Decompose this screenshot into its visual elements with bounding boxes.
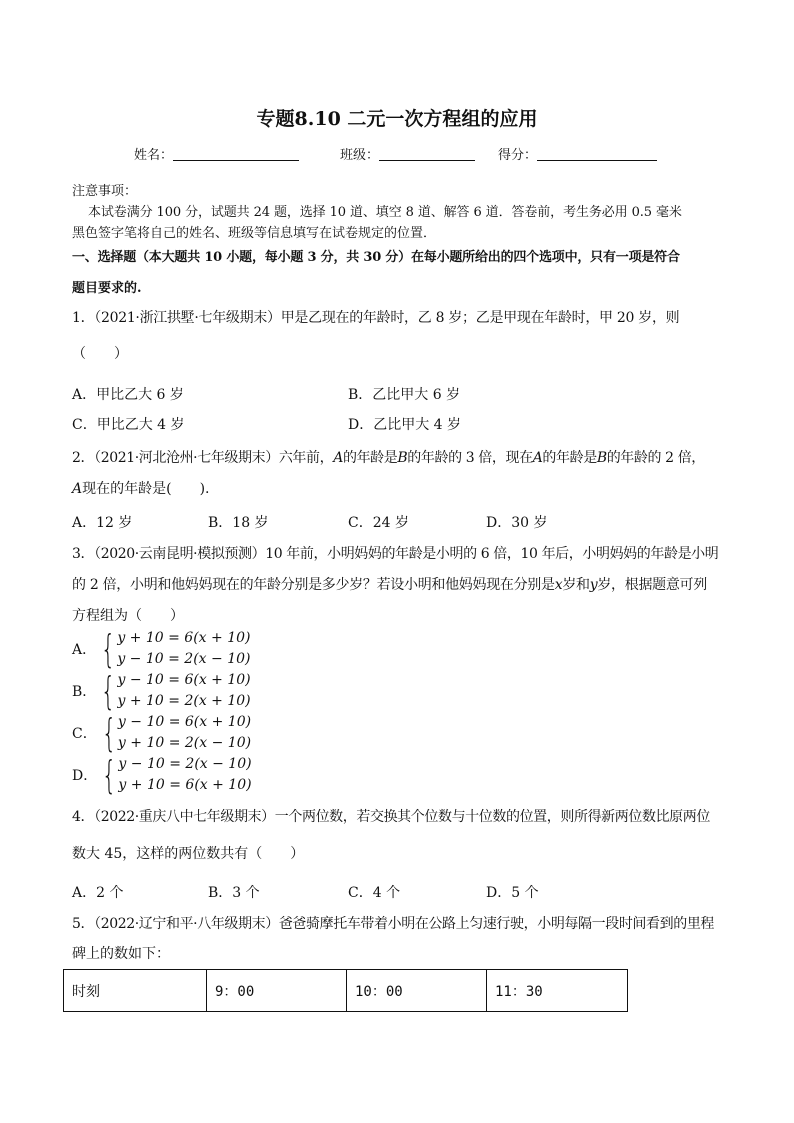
name-label: 姓名： (134, 148, 174, 163)
q1-paren: （ ） (72, 346, 128, 362)
section-heading-line-2: 题目要求的. (72, 281, 142, 296)
equation: y − 10 = 6(x + 10) (117, 672, 251, 688)
q4-stem-line-2: 数大 45，这样的两位数共有（ ） (72, 846, 305, 862)
q4-option-d[interactable]: D．5 个 (486, 885, 539, 901)
brace-icon: { (100, 627, 116, 671)
equation: y + 10 = 6(x + 10) (118, 777, 252, 793)
q2-option-d[interactable]: D．30 岁 (486, 515, 548, 531)
class-blank[interactable] (379, 147, 475, 161)
page-title: 专题8.10 二元一次方程组的应用 (256, 108, 538, 130)
score-field[interactable] (498, 147, 657, 165)
q1-option-d[interactable]: D．乙比甲大 4 岁 (348, 417, 462, 433)
q3-option-a[interactable] (72, 628, 250, 670)
option-label: B． (72, 684, 97, 700)
q3-stem-line-3: 方程组为（ ） (72, 608, 184, 624)
brace-icon: { (102, 753, 117, 797)
equation: y − 10 = 2(x − 10) (117, 651, 251, 667)
brace-icon: { (101, 669, 116, 713)
q4-option-b[interactable]: B．3 个 (208, 885, 260, 901)
q2-stem: 2．（2021·河北沧州·七年级期末）六年前，A的年龄是B的年龄的 3 倍，现在A的年龄是B的年龄的 2 倍， (72, 450, 705, 466)
q1-option-a[interactable]: A．甲比乙大 6 岁 (72, 387, 184, 403)
q5-stem-line-2: 碑上的数如下： (72, 946, 170, 962)
q4-option-c[interactable]: C．4 个 (348, 885, 401, 901)
notice-heading: 注意事项： (72, 184, 138, 199)
q2-option-c[interactable]: C．24 岁 (348, 515, 409, 531)
equation: y + 10 = 6(x + 10) (117, 630, 251, 646)
q3-option-d[interactable] (72, 754, 252, 796)
score-blank[interactable] (537, 147, 657, 161)
equation: y + 10 = 2(x + 10) (117, 693, 251, 709)
notice-line-2: 黑色签字笔将自己的姓名、班级等信息填写在试卷规定的位置． (72, 226, 437, 241)
q2-stem-line-2: A现在的年龄是( ). (72, 481, 210, 497)
q4-option-a[interactable]: A．2 个 (72, 885, 124, 901)
brace-icon: { (101, 711, 117, 755)
q4-stem-line-1: 4．（2022·重庆八中七年级期末）一个两位数，若交换其个位数与十位数的位置，则所得新两位数比原两位 (72, 809, 710, 825)
q2-option-b[interactable]: B．18 岁 (208, 515, 269, 531)
q3-option-c[interactable] (72, 712, 251, 754)
class-label: 班级： (340, 148, 380, 163)
option-label: A． (72, 642, 97, 658)
q3-option-b[interactable] (72, 670, 251, 712)
q1-option-c[interactable]: C．甲比乙大 4 岁 (72, 417, 185, 433)
equation: y + 10 = 2(x − 10) (117, 735, 252, 751)
q5-stem-line-1: 5．（2022·辽宁和平·八年级期末）爸爸骑摩托车带着小明在公路上匀速行驶，小明每隔一段时间看到的里程 (72, 916, 715, 932)
q2-option-a[interactable]: A．12 岁 (72, 515, 133, 531)
score-label: 得分： (498, 148, 538, 163)
name-field[interactable] (134, 147, 299, 165)
table-cell: 11：30 (487, 970, 628, 1012)
table-cell: 时刻 (64, 970, 207, 1012)
equation: y − 10 = 2(x − 10) (118, 756, 252, 772)
q1-option-b[interactable]: B．乙比甲大 6 岁 (348, 387, 461, 403)
q1-stem: 1．（2021·浙江拱墅·七年级期末）甲是乙现在的年龄时，乙 8 岁；乙是甲现在年龄时，甲 20 岁，则 (72, 310, 680, 326)
name-blank[interactable] (173, 147, 299, 161)
section-heading-line-1: 一、选择题（本大题共 10 小题，每小题 3 分，共 30 分）在每小题所给出的四个选项中，只有一项是符合 (72, 250, 680, 265)
equation: y − 10 = 6(x + 10) (117, 714, 252, 730)
notice-line-1: 本试卷满分 100 分，试题共 24 题，选择 10 道、填空 8 道、解答 6 道．答卷前，考生务必用 0.5 毫米 (88, 205, 682, 220)
milestone-table (63, 969, 628, 1012)
class-field[interactable] (340, 147, 475, 165)
q3-stem-line-2: 的 2 倍，小明和他妈妈现在的年龄分别是多少岁？若设小明和他妈妈现在分别是x岁和y岁，根据题意可列 (72, 577, 707, 593)
option-label: C． (72, 726, 97, 742)
option-label: D． (72, 768, 98, 784)
q3-stem-line-1: 3．（2020·云南昆明·模拟预测）10 年前，小明妈妈的年龄是小明的 6 倍，10 年后，小明妈妈的年龄是小明 (72, 546, 719, 562)
table-cell: 9：00 (207, 970, 347, 1012)
table-cell: 10：00 (347, 970, 487, 1012)
table-row (64, 970, 628, 1012)
